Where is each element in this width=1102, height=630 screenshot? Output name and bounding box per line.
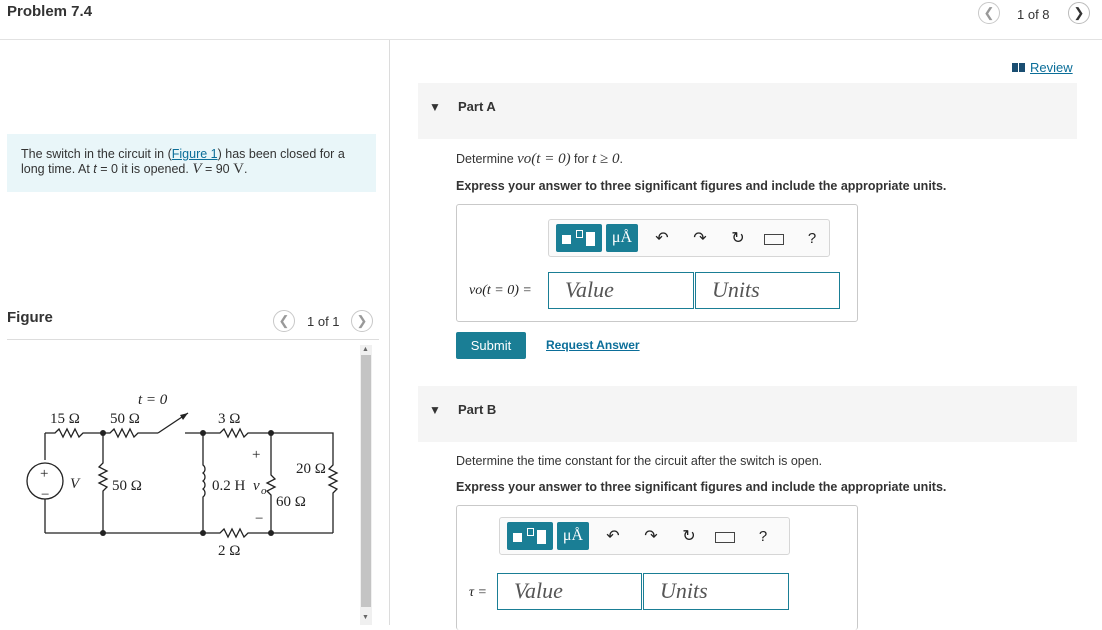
chevron-right-icon: ❯ xyxy=(356,313,368,328)
help-icon[interactable]: ? xyxy=(807,229,817,247)
vo-label: v xyxy=(253,478,260,494)
submit-button[interactable]: Submit xyxy=(456,332,526,359)
next-problem-button[interactable] xyxy=(1068,2,1090,24)
collapse-part-a-icon[interactable]: ▼ xyxy=(429,100,441,114)
help-icon[interactable]: ? xyxy=(758,527,768,545)
problem-pager: 1 of 8 xyxy=(1017,7,1050,22)
vo-minus-label: − xyxy=(255,511,264,527)
chevron-left-icon: ❮ xyxy=(983,5,995,20)
redo-icon[interactable]: ↷ xyxy=(693,230,707,247)
chevron-left-icon: ❮ xyxy=(278,313,290,328)
reset-icon[interactable]: ↻ xyxy=(682,528,696,545)
units-icon[interactable]: μÅ xyxy=(606,224,638,252)
figure-scrollbar-thumb[interactable] xyxy=(361,355,371,607)
source-v-label: V xyxy=(70,476,80,492)
next-figure-button[interactable] xyxy=(351,310,373,332)
part-a-question: Determine vo(t = 0) for t ≥ 0. xyxy=(456,151,624,167)
undo-icon[interactable]: ↶ xyxy=(655,230,669,247)
part-b-question: Determine the time constant for the circuit after the switch is open. xyxy=(456,454,823,468)
review-link[interactable]: Review xyxy=(1012,60,1073,75)
scroll-down-icon[interactable]: ▼ xyxy=(362,614,369,621)
part-a-label: Part A xyxy=(458,99,496,114)
problem-statement: The switch in the circuit in (Figure 1) has been closed for a long time. At t = 0 it is opened. V = 90 V. xyxy=(7,134,376,192)
figure-title: Figure xyxy=(7,309,53,326)
vo-plus-label: + xyxy=(252,447,261,463)
reset-icon[interactable]: ↻ xyxy=(731,230,745,247)
chevron-right-icon: ❯ xyxy=(1073,5,1085,20)
part-a-instruction: Express your answer to three significant figures and include the appropriate units. xyxy=(456,179,947,193)
previous-figure-button[interactable] xyxy=(273,310,295,332)
circuit-diagram xyxy=(20,385,350,565)
part-b-header[interactable] xyxy=(418,386,1077,442)
templates-icon[interactable] xyxy=(556,224,602,252)
resistor-20-label: 20 Ω xyxy=(296,461,326,477)
page-title: Problem 7.4 xyxy=(7,3,93,20)
part-a-toolbar xyxy=(548,219,830,257)
part-a-variable-label: vo(t = 0) = xyxy=(469,283,532,298)
part-b-variable-label: τ = xyxy=(469,585,487,600)
source-plus-label: + xyxy=(40,466,49,482)
resistor-3-label: 3 Ω xyxy=(218,411,241,427)
part-b-toolbar xyxy=(499,517,790,555)
part-a-answer-box xyxy=(456,204,858,322)
part-b-answer-box xyxy=(456,505,858,630)
part-a-header[interactable] xyxy=(418,83,1077,139)
figure-pager: 1 of 1 xyxy=(307,314,340,329)
part-a-value-input[interactable]: Value xyxy=(548,272,694,309)
previous-problem-button[interactable] xyxy=(978,2,1000,24)
part-b-label: Part B xyxy=(458,402,497,417)
resistor-15-label: 15 Ω xyxy=(50,411,80,427)
part-b-instruction: Express your answer to three significant figures and include the appropriate units. xyxy=(456,480,947,494)
resistor-50a-label: 50 Ω xyxy=(110,411,140,427)
templates-icon[interactable] xyxy=(507,522,553,550)
vo-subscript: o xyxy=(261,485,267,497)
keyboard-icon[interactable] xyxy=(764,234,784,245)
review-icon xyxy=(1012,63,1025,72)
switch-time-label: t = 0 xyxy=(138,392,168,408)
resistor-50b-label: 50 Ω xyxy=(112,478,142,494)
figure-link[interactable]: Figure 1 xyxy=(171,147,218,161)
resistor-60-label: 60 Ω xyxy=(276,494,306,510)
figure-divider xyxy=(7,339,379,340)
undo-icon[interactable]: ↶ xyxy=(606,528,620,545)
scroll-up-icon[interactable]: ▲ xyxy=(362,346,369,353)
collapse-part-b-icon[interactable]: ▼ xyxy=(429,403,441,417)
source-minus-label: − xyxy=(41,487,50,503)
inductor-label: 0.2 H xyxy=(212,478,246,494)
part-b-value-input[interactable]: Value xyxy=(497,573,642,610)
part-b-units-input[interactable]: Units xyxy=(643,573,789,610)
part-a-units-input[interactable]: Units xyxy=(695,272,840,309)
header-divider xyxy=(0,39,1102,40)
keyboard-icon[interactable] xyxy=(715,532,735,543)
pane-divider xyxy=(389,40,390,625)
redo-icon[interactable]: ↷ xyxy=(644,528,658,545)
resistor-2-label: 2 Ω xyxy=(218,543,241,559)
units-icon[interactable]: μÅ xyxy=(557,522,589,550)
request-answer-link[interactable]: Request Answer xyxy=(546,338,640,352)
